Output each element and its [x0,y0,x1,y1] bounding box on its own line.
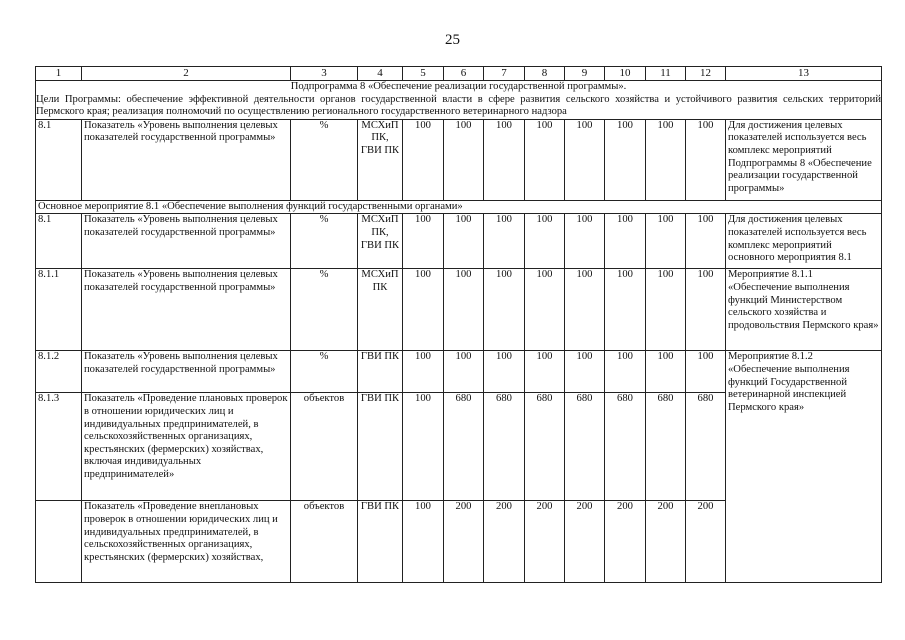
value-cell: 100 [605,269,646,351]
unit: % [291,119,358,200]
value-cell: 100 [646,351,686,393]
page-number: 25 [445,32,460,48]
value-cell: 100 [403,393,444,501]
main-event-title: Основное мероприятие 8.1 «Обеспечение выполнения функций государственными органами» [36,200,882,214]
table-row [36,119,882,200]
value-cell: 200 [444,501,484,583]
value-cell: 200 [686,501,726,583]
value-cell: 100 [403,119,444,200]
row-number: 8.1.3 [36,393,82,501]
col-header: 13 [726,67,882,81]
value-cell: 100 [525,269,565,351]
value-cell: 100 [565,119,605,200]
table-row [36,214,882,269]
col-header: 2 [82,67,291,81]
executor: ГВИ ПК [358,501,403,583]
indicator-name: Показатель «Проведение плановых проверок в отношении юридических лиц и индивидуальных предпринимателей, в сельскохозяйственных организациях, крестьянских (фермерских) хозяйствах, включая индивидуальных предпринимателей» [82,393,291,501]
indicator-table [35,66,882,583]
value-cell: 100 [403,269,444,351]
value-cell: 680 [525,393,565,501]
col-header: 9 [565,67,605,81]
col-header: 6 [444,67,484,81]
col-header: 4 [358,67,403,81]
col-header: 3 [291,67,358,81]
executor: ГВИ ПК [358,393,403,501]
note: Для достижения целевых показателей используется весь комплекс мероприятий основного мероприятия 8.1 [726,214,882,269]
subprogram-title: Подпрограмма 8 «Обеспечение реализации государственной программы». [290,81,627,92]
value-cell: 100 [525,351,565,393]
value-cell: 100 [484,351,525,393]
value-cell: 680 [646,393,686,501]
value-cell: 100 [686,214,726,269]
value-cell: 100 [605,351,646,393]
note: Для достижения целевых показателей используется весь комплекс мероприятий Подпрограммы 8 «Обеспечение реализации государственной программы» [726,119,882,200]
value-cell: 680 [565,393,605,501]
row-number: 8.1 [36,119,82,200]
value-cell: 680 [605,393,646,501]
value-cell: 200 [605,501,646,583]
value-cell: 200 [565,501,605,583]
row-number: 8.1 [36,214,82,269]
value-cell: 100 [565,269,605,351]
note: Мероприятие 8.1.2 «Обеспечение выполнения функций Государственной ветеринарной инспекцией Пермского края» [726,351,882,583]
row-number: 8.1.2 [36,351,82,393]
executor: ГВИ ПК [358,351,403,393]
value-cell: 100 [444,351,484,393]
value-cell: 100 [403,214,444,269]
value-cell: 100 [565,214,605,269]
note: Мероприятие 8.1.1 «Обеспечение выполнения функций Министерством сельского хозяйства и продовольствия Пермского края» [726,269,882,351]
value-cell: 100 [686,119,726,200]
col-header: 10 [605,67,646,81]
table-row [36,351,882,393]
value-cell: 100 [403,351,444,393]
value-cell: 100 [686,269,726,351]
col-header: 7 [484,67,525,81]
unit: объектов [291,501,358,583]
main-event-row [36,200,882,214]
unit: % [291,269,358,351]
row-number [36,501,82,583]
indicator-name: Показатель «Уровень выполнения целевых показателей государственной программы» [82,269,291,351]
value-cell: 100 [646,214,686,269]
indicator-name: Показатель «Уровень выполнения целевых показателей государственной программы» [82,351,291,393]
value-cell: 100 [444,269,484,351]
subprogram-row [36,81,882,120]
value-cell: 100 [484,119,525,200]
value-cell: 680 [444,393,484,501]
indicator-name: Показатель «Проведение внеплановых проверок в отношении юридических лиц и индивидуальных предпринимателей, в сельскохозяйственных организациях, крестьянских (фермерских) хозяйствах, [82,501,291,583]
value-cell: 100 [444,119,484,200]
unit: % [291,351,358,393]
value-cell: 200 [646,501,686,583]
value-cell: 100 [605,119,646,200]
value-cell: 100 [444,214,484,269]
row-number: 8.1.1 [36,269,82,351]
value-cell: 200 [484,501,525,583]
value-cell: 100 [646,269,686,351]
col-header: 1 [36,67,82,81]
value-cell: 100 [484,214,525,269]
column-number-row [36,67,882,81]
unit: % [291,214,358,269]
value-cell: 100 [525,119,565,200]
executor: МСХиП ПК, ГВИ ПК [358,119,403,200]
program-goals: Цели Программы: обеспечение эффективной деятельности органов государственной власти в сфере развития сельского хозяйства и устойчивого развития сельских территорий Пермского края; реализация полномочий по осуществлению регионального государственного ветеринарного надзора [36,93,881,118]
col-header: 12 [686,67,726,81]
value-cell: 680 [484,393,525,501]
value-cell: 100 [646,119,686,200]
value-cell: 100 [403,501,444,583]
executor: МСХиП ПК [358,269,403,351]
unit: объектов [291,393,358,501]
value-cell: 100 [686,351,726,393]
value-cell: 200 [525,501,565,583]
value-cell: 100 [565,351,605,393]
col-header: 11 [646,67,686,81]
indicator-name: Показатель «Уровень выполнения целевых показателей государственной программы» [82,214,291,269]
indicator-name: Показатель «Уровень выполнения целевых показателей государственной программы» [82,119,291,200]
col-header: 5 [403,67,444,81]
value-cell: 100 [484,269,525,351]
value-cell: 100 [525,214,565,269]
value-cell: 100 [605,214,646,269]
value-cell: 680 [686,393,726,501]
executor: МСХиП ПК, ГВИ ПК [358,214,403,269]
table-row [36,269,882,351]
col-header: 8 [525,67,565,81]
